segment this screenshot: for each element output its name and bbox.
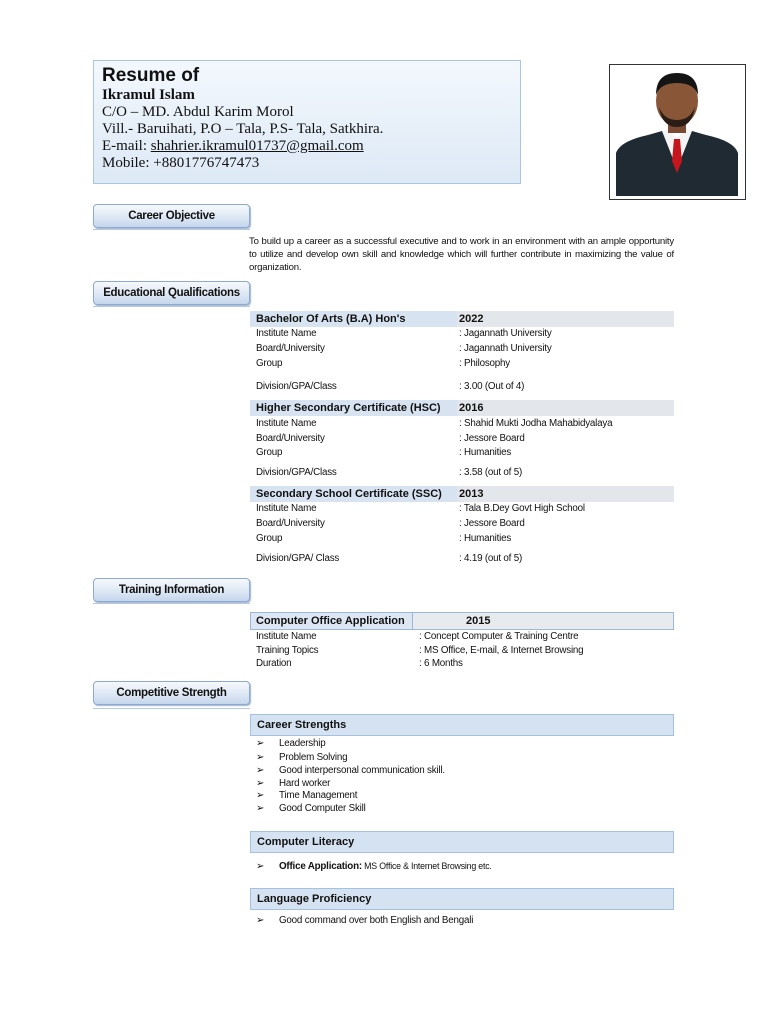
row-value: : Tala B.Dey Govt High School [459,503,585,514]
row-value: : 6 Months [419,658,463,669]
row-label: Division/GPA/Class [256,381,337,392]
row-label: Board/University [256,343,325,354]
list-item-text: Hard worker [279,778,331,789]
row-label: Board/University [256,518,325,529]
row-value: : Humanities [459,447,512,458]
list-item [256,765,445,776]
row-value: : 4.19 (out of 5) [459,553,523,564]
arrow-bullet-icon: ➢ [256,803,265,814]
career-strengths-header: Career Strengths [250,714,674,736]
row-value: : Philosophy [459,358,510,369]
course-year: 2015 [466,615,491,627]
profile-photo [609,64,746,200]
arrow-bullet-icon: ➢ [256,861,265,872]
address: Vill.- Baruihati, P.O – Tala, P.S- Tala, Satkhira. [102,121,384,137]
list-item [256,861,492,872]
row-label: Training Topics [256,645,319,656]
degree-year: 2013 [459,488,484,500]
list-item [256,915,473,926]
list-item [256,738,325,749]
list-item-text: Time Management [279,790,358,801]
row-label: Institute Name [256,631,317,642]
row-label: Division/GPA/ Class [256,553,340,564]
arrow-bullet-icon: ➢ [256,915,265,926]
tab-training-information: Training Information [93,578,250,602]
divider [93,708,250,709]
resume-title: Resume of [102,65,200,86]
row-value: : Jessore Board [459,518,525,529]
education-header [250,400,674,416]
list-item-text: Leadership [279,738,326,749]
office-application-label: Office Application: [279,861,362,872]
email-label: E-mail: [102,138,151,154]
row-value: : Jagannath University [459,328,552,339]
row-value: : MS Office, E-mail, & Internet Browsing [419,645,584,656]
training-header [250,612,674,630]
tab-educational-qualifications: Educational Qualifications [93,281,250,305]
degree-title: Bachelor Of Arts (B.A) Hon's [250,311,457,327]
row-label: Duration [256,658,292,669]
education-header [250,311,674,327]
list-item-text: Problem Solving [279,752,348,763]
list-item [256,790,357,801]
row-label: Group [256,447,283,458]
arrow-bullet-icon: ➢ [256,790,265,801]
row-value: : 3.58 (out of 5) [459,467,523,478]
row-value: : Jagannath University [459,343,552,354]
list-item-text: Good command over both English and Bengali [279,915,474,926]
degree-year: 2022 [459,313,484,325]
education-header [250,486,674,502]
row-label: Institute Name [256,418,317,429]
row-value: : Shahid Mukti Jodha Mahabidyalaya [459,418,613,429]
row-label: Division/GPA/Class [256,467,337,478]
row-value: : Concept Computer & Training Centre [419,631,579,642]
degree-year: 2016 [459,402,484,414]
row-value: : Jessore Board [459,433,525,444]
course-title: Computer Office Application [251,613,413,629]
divider [93,229,250,230]
divider [93,306,250,307]
arrow-bullet-icon: ➢ [256,765,265,776]
list-item [256,752,347,763]
divider [93,603,250,604]
mobile: Mobile: +8801776747473 [102,155,260,171]
row-label: Group [256,533,283,544]
objective-text: To build up a career as a successful executive and to work in an environment with an ample opportunity to utilize and develop own skill and knowledge which will further contribute in maximizing the value of organization. [249,236,674,273]
degree-title: Secondary School Certificate (SSC) [250,486,457,502]
arrow-bullet-icon: ➢ [256,752,265,763]
care-of: C/O – MD. Abdul Karim Morol [102,104,294,120]
language-proficiency-header: Language Proficiency [250,888,674,910]
candidate-name: Ikramul Islam [102,87,195,103]
list-item-text: Good Computer Skill [279,803,366,814]
row-value: : Humanities [459,533,512,544]
list-item [256,778,330,789]
computer-literacy-header: Computer Literacy [250,831,674,853]
row-value: : 3.00 (Out of 4) [459,381,525,392]
degree-title: Higher Secondary Certificate (HSC) [250,400,457,416]
tab-competitive-strength: Competitive Strength [93,681,250,705]
row-label: Board/University [256,433,325,444]
tab-career-objective: Career Objective [93,204,250,228]
row-label: Institute Name [256,503,317,514]
arrow-bullet-icon: ➢ [256,738,265,749]
email-link[interactable]: shahrier.ikramul01737@gmail.com [150,138,364,154]
list-item [256,803,366,814]
row-label: Institute Name [256,328,317,339]
office-application-value: MS Office & Internet Browsing etc. [361,861,492,871]
arrow-bullet-icon: ➢ [256,778,265,789]
list-item-text: Good interpersonal communication skill. [279,765,445,776]
row-label: Group [256,358,283,369]
email-line [102,138,364,155]
